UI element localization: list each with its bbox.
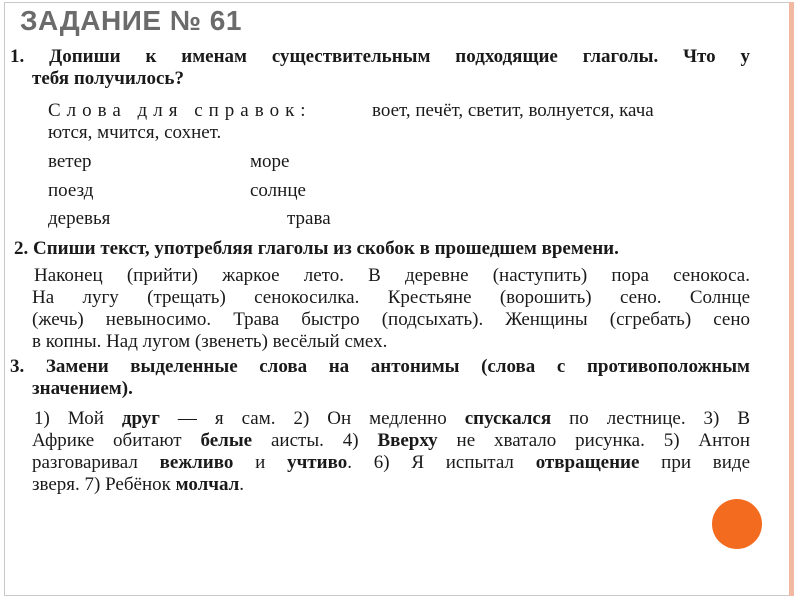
task1-hint-words-line1: воет, печёт, светит, волнуется, кача (372, 100, 654, 121)
word-item: солнце (250, 180, 306, 201)
highlighted-word: вежливо (159, 452, 234, 473)
highlighted-word: белые (200, 430, 253, 451)
highlighted-word: Вверху (377, 430, 438, 451)
task3-text-line: разговаривал вежливо и учтиво. 6) Я испытал отвращение при виде (32, 452, 751, 473)
task3-heading-line1: 3. Замени выделенные слова на антонимы (слова с противоположным (10, 356, 750, 377)
task2-text-line: Наконец (прийти) жаркое лето. В деревне (наступить) пора сенокоса. (34, 265, 750, 286)
task3-text-line: Африке обитают белые аисты. 4) Вверху не хватало рисунка. 5) Антон (32, 430, 751, 451)
task2-text-line: в копны. Над лугом (звенеть) весёлый смех. (32, 331, 388, 352)
page-title: ЗАДАНИЕ № 61 (20, 5, 242, 36)
task3-text-line: 1) Мой друг — я сам. 2) Он медленно спускался по лестнице. 3) В (34, 408, 751, 429)
task2-text-line: На лугу (трещать) сенокосилка. Крестьяне (ворошить) сено. Солнце (32, 287, 750, 308)
task1-hint-words-line2: ются, мчится, сохнет. (48, 122, 222, 143)
task2-heading: 2. Спиши текст, употребляя глаголы из скобок в прошедшем времени. (14, 238, 619, 259)
highlighted-word: отвращение (535, 452, 640, 473)
task1-hint-label (48, 100, 312, 122)
highlighted-word: спускался (464, 408, 552, 429)
word-item: поезд (48, 180, 94, 201)
word-item: трава (287, 208, 331, 229)
hint-label-text: Слова для справок: (48, 100, 312, 121)
task2-text-line: (жечь) невыносимо. Трава быстро (подсыхать). Женщины (сгребать) сено (32, 309, 750, 330)
decorative-circle (712, 499, 762, 549)
task3-text-line: зверя. 7) Ребёнок молчал. (32, 474, 245, 495)
task1-heading-line1: 1. Допиши к именам существительным подходящие глаголы. Что у (10, 46, 750, 67)
side-accent-bar (789, 2, 794, 596)
word-item: деревья (48, 208, 111, 229)
highlighted-word: друг (121, 408, 160, 429)
highlighted-word: молчал (175, 474, 240, 495)
highlighted-word: учтиво (287, 452, 348, 473)
task3-heading-line2: значением). (32, 378, 133, 399)
word-item: ветер (48, 151, 92, 172)
task1-heading-line2: тебя получилось? (32, 68, 184, 89)
word-item: море (250, 151, 290, 172)
